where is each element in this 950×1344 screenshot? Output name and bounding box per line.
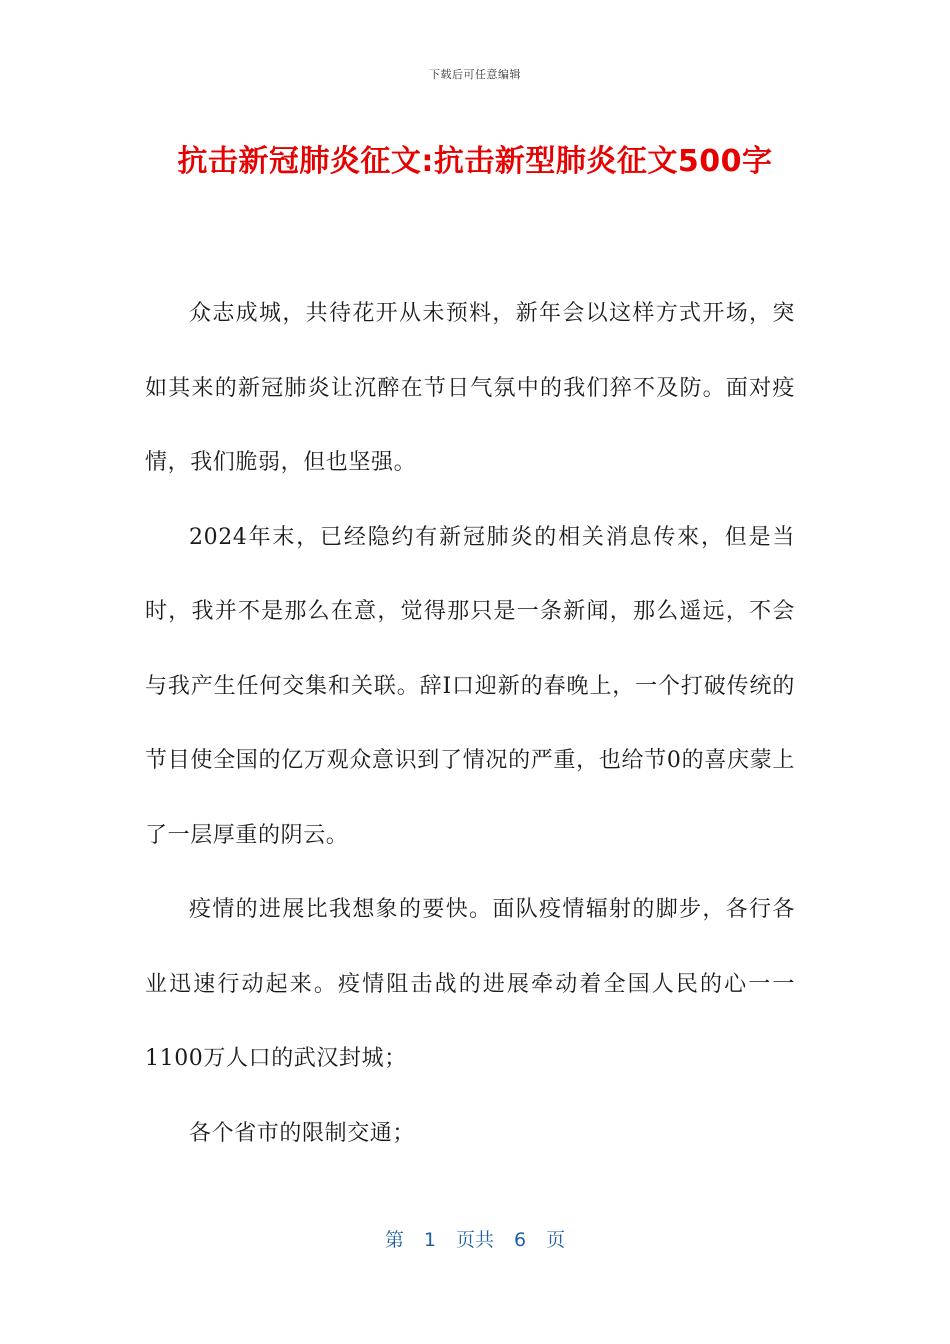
page-total: 6 <box>514 1229 527 1251</box>
paragraph-4: 各个省市的限制交通； <box>189 1120 416 1146</box>
page-current: 1 <box>423 1229 436 1251</box>
paragraph-1: 众志成城，共待花开从未预料，新年会以这样方式开场，突如其来的新冠肺炎让沉醉在节日气氛中的我们猝不及防。面对疫情，我们脆弱，但也坚强。 <box>145 301 795 475</box>
document-title: 抗击新冠肺炎征文:抗击新型肺炎征文500字 <box>177 144 773 179</box>
page-prefix: 第 <box>384 1229 404 1251</box>
page-middle: 页共 <box>455 1229 494 1251</box>
paragraph-2: 2024年末，已经隐约有新冠肺炎的相关消息传來，但是当时，我并不是那么在意，觉得那只是一条新闻，那么遥远，不会与我产生任何交集和关联。辞I口迎新的春晚上，一个打破传统的节目使全国的亿万观众意识到了情况的严重，也给节0的喜庆蒙上了一层厚重的阴云。 <box>145 524 795 848</box>
header-note: 下载后可任意编辑 <box>429 68 521 81</box>
paragraph-3: 疫情的进展比我想象的要快。面队疫情辐射的脚步，各行各业迅速行动起来。疫情阻击战的进展牵动着全国人民的心一一1100万人口的武汉封城； <box>145 897 795 1071</box>
document-body <box>145 277 795 1171</box>
page-footer <box>0 1225 950 1252</box>
page-suffix: 页 <box>546 1229 566 1251</box>
